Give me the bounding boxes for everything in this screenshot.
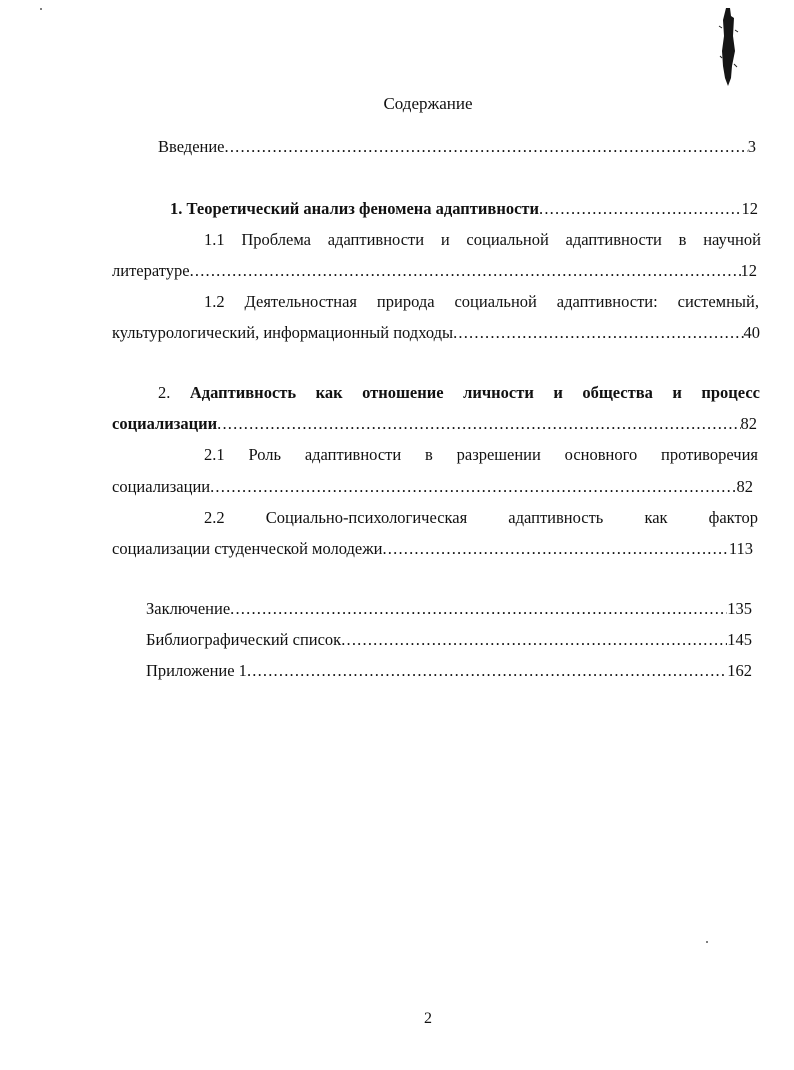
toc-entry-chapter-2-line1[interactable] xyxy=(158,383,760,403)
word: и xyxy=(553,383,563,402)
word: адаптивности xyxy=(327,230,425,249)
word: адаптивность xyxy=(508,508,604,527)
toc-label: социализации студенческой молодежи xyxy=(112,539,383,558)
toc-entry-appendix[interactable] xyxy=(146,661,752,681)
toc-page: 3 xyxy=(747,137,756,156)
toc-label: культурологический, информационный подходы xyxy=(112,323,454,342)
word: 1.2 xyxy=(204,292,225,311)
scan-speck xyxy=(706,941,708,943)
toc-label: 1. Теоретический анализ феномена адаптивности xyxy=(170,199,540,218)
toc-page: 135 xyxy=(727,599,752,618)
toc-page: 82 xyxy=(736,477,753,496)
word: и xyxy=(440,230,450,249)
word: природа xyxy=(376,292,435,311)
word: системный, xyxy=(677,292,759,311)
toc-entry-section-2-2-line2[interactable] xyxy=(112,539,753,559)
word: Социально-психологическая xyxy=(265,508,468,527)
toc-label: Заключение xyxy=(146,599,231,618)
word: социальной xyxy=(466,230,549,249)
toc-entry-section-1-2-line2[interactable] xyxy=(112,323,760,343)
dot-leader xyxy=(230,599,727,619)
toc-entry-chapter-1[interactable] xyxy=(170,199,758,219)
dot-leader xyxy=(539,199,741,219)
toc-entry-section-2-1-line2[interactable] xyxy=(112,477,753,497)
word: 2. xyxy=(158,383,171,402)
toc-entry-section-1-1-line1[interactable] xyxy=(204,230,761,250)
toc-page: 82 xyxy=(740,414,757,433)
toc-label: Введение xyxy=(158,137,225,156)
dot-leader xyxy=(247,661,727,681)
word: Роль xyxy=(248,445,282,464)
toc-page: 145 xyxy=(727,630,752,649)
word: основного xyxy=(564,445,638,464)
word: адаптивности: xyxy=(556,292,658,311)
toc-entry-introduction[interactable] xyxy=(158,137,756,157)
toc-label: социализации xyxy=(112,477,211,496)
toc-entry-section-2-1-line1[interactable] xyxy=(204,445,758,465)
toc-label: литературе xyxy=(112,261,190,280)
word: процесс xyxy=(701,383,760,402)
word: адаптивности xyxy=(304,445,402,464)
contents-title: Содержание xyxy=(383,94,473,113)
word: личности xyxy=(463,383,534,402)
toc-entry-section-2-2-line1[interactable] xyxy=(204,508,758,528)
dot-leader xyxy=(217,414,740,434)
dot-leader xyxy=(190,261,741,281)
toc-entry-chapter-2-line2[interactable] xyxy=(112,414,757,434)
word: 2.2 xyxy=(204,508,225,527)
word: Деятельностная xyxy=(244,292,357,311)
toc-page: 40 xyxy=(743,323,760,342)
ink-smudge-mark xyxy=(716,6,740,86)
toc-page: 12 xyxy=(741,199,758,218)
dot-leader xyxy=(341,630,727,650)
word: 2.1 xyxy=(204,445,225,464)
word: Проблема xyxy=(241,230,311,249)
page-number: 2 xyxy=(424,1010,432,1027)
toc-entry-section-1-2-line1[interactable] xyxy=(204,292,759,312)
word: как xyxy=(315,383,343,402)
dot-leader xyxy=(453,323,743,343)
word: отношение xyxy=(362,383,444,402)
word: адаптивности xyxy=(565,230,662,249)
word: противоречия xyxy=(661,445,758,464)
word: научной xyxy=(703,230,761,249)
word: разрешении xyxy=(456,445,541,464)
scan-speck xyxy=(40,8,42,10)
word: Адаптивность xyxy=(189,383,297,402)
word: социальной xyxy=(454,292,537,311)
word: как xyxy=(644,508,668,527)
toc-page: 113 xyxy=(728,539,753,558)
toc-label: социализации xyxy=(112,414,218,433)
toc-page: 12 xyxy=(740,261,757,280)
word: и xyxy=(672,383,682,402)
word: 1.1 xyxy=(204,230,225,249)
dot-leader xyxy=(210,477,736,497)
toc-label: Библиографический список xyxy=(146,630,342,649)
toc-page: 162 xyxy=(727,661,752,680)
toc-entry-conclusion[interactable] xyxy=(146,599,752,619)
dot-leader xyxy=(225,137,748,157)
word: фактор xyxy=(708,508,758,527)
toc-entry-section-1-1-line2[interactable] xyxy=(112,261,757,281)
word: в xyxy=(425,445,433,464)
word: в xyxy=(678,230,687,249)
toc-entry-bibliography[interactable] xyxy=(146,630,752,650)
word: общества xyxy=(582,383,653,402)
dot-leader xyxy=(382,539,728,559)
toc-label: Приложение 1 xyxy=(146,661,247,680)
